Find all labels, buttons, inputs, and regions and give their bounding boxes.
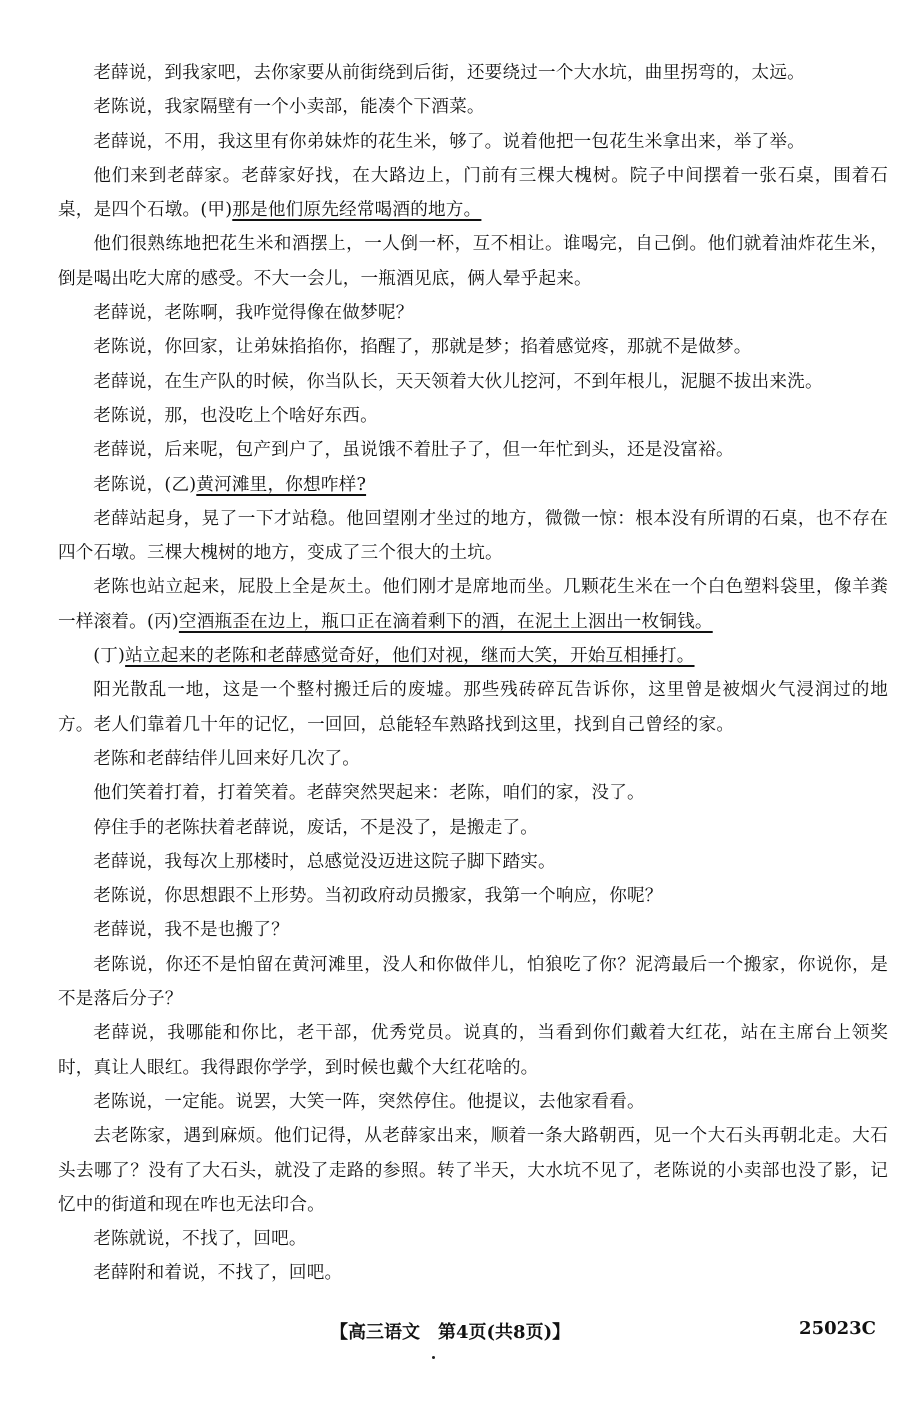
paragraph: 去老陈家，遇到麻烦。他们记得，从老薛家出来，顺着一条大路朝西，见一个大石头再朝北走。大石头去哪了？没有了大石头，就没了走路的参照。转了半天，大水坑不见了，老陈说的小卖部也没了影，记忆中的街道和现在咋也无法印合。 <box>58 1126 888 1215</box>
paragraph-text: 他们来到老薛家。老薛家好找，在大路边上，门前有三棵大槐树。院子中间摆着一张石桌，围着石桌，是四个石墩。 <box>58 165 888 221</box>
page-number: 【高三语文 第4页(共8页)】 <box>330 1322 571 1343</box>
page-footer <box>0 1318 900 1348</box>
paragraph: 他们笑着打着，打着笑着。老薛突然哭起来：老陈，咱们的家，没了。 <box>93 783 645 804</box>
paragraph: 老薛说，后来呢，包产到户了，虽说饿不着肚子了，但一年忙到头，还是没富裕。 <box>93 440 734 461</box>
paragraph: 老陈说，那，也没吃上个啥好东西。 <box>93 405 378 426</box>
mark-jia-label: (甲) <box>200 200 233 221</box>
paragraph: 老薛说，不用，我这里有你弟妹炸的花生米，够了。说着他把一包花生米拿出来，举了举。 <box>93 131 805 152</box>
paragraph: 老陈说，一定能。说罢，大笑一阵，突然停住。他提议，去他家看看。 <box>93 1091 645 1112</box>
paragraph: 老陈说，我家隔壁有一个小卖部，能凑个下酒菜。 <box>93 97 485 118</box>
paragraph: 老薛说，我不是也搬了？ <box>93 920 289 941</box>
paragraph-bing <box>58 570 888 639</box>
paragraph: 老薛说，我哪能和你比，老干部，优秀党员。说真的，当看到你们戴着大红花，站在主席台上领奖时，真让人眼红。我得跟你学学，到时候也戴个大红花啥的。 <box>58 1023 888 1078</box>
paragraph-text: 老陈也站立起来，屁股上全是灰土。他们刚才是席地而坐。几颗花生米在一个白色塑料袋里，像羊粪一样滚着。 <box>58 577 888 632</box>
paragraph: 老薛站起身，晃了一下才站稳。他回望刚才坐过的地方，微微一惊：根本没有所谓的石桌，也不存在四个石墩。三棵大槐树的地方，变成了三个很大的土坑。 <box>58 508 888 564</box>
paragraph: 他们很熟练地把花生米和酒摆上，一人倒一杯，互不相让。谁喝完，自己倒。他们就着油炸花生米，倒是喝出吃大席的感受。不大一会儿，一瓶酒见底，俩人晕乎起来。 <box>58 234 888 289</box>
paragraph: 老陈就说，不找了，回吧。 <box>93 1229 307 1250</box>
underlined-sentence-ding: 站立起来的老陈和老薛感觉奇好，他们对视，继而大笑，开始互相捶打。 <box>125 646 695 667</box>
paragraph: 老薛说，老陈啊，我咋觉得像在做梦呢？ <box>93 303 414 324</box>
paragraph: 老陈和老薛结伴儿回来好几次了。 <box>93 748 361 769</box>
paragraph: 老陈说，你还不是怕留在黄河滩里，没人和你做伴儿，怕狼吃了你？泥湾最后一个搬家，你说你，是不是落后分子？ <box>58 954 888 1010</box>
paragraph: 阳光散乱一地，这是一个整村搬迁后的废墟。那些残砖碎瓦告诉你，这里曾是被烟火气浸润过的地方。老人们靠着几十年的记忆，一回回，总能轻车熟路找到这里，找到自己曾经的家。 <box>58 680 888 735</box>
paragraph: 老薛说，我每次上那楼时，总感觉没迈进这院子脚下踏实。 <box>93 851 556 872</box>
paragraph-text: 老陈说， <box>93 474 165 495</box>
paragraph: 老薛说，在生产队的时候，你当队长，天天领着大伙儿挖河，不到年根儿，泥腿不拔出来洗。 <box>93 371 823 392</box>
mark-yi-label: (乙) <box>164 474 197 495</box>
paragraph: 停住手的老陈扶着老薛说，废话，不是没了，是搬走了。 <box>93 817 539 838</box>
print-speck <box>432 1356 435 1359</box>
paragraph: 老薛说，到我家吧，去你家要从前街绕到后街，还要绕过一个大水坑，曲里拐弯的，太远。 <box>93 63 805 83</box>
underlined-sentence-bing: 空酒瓶歪在边上，瓶口正在滴着剩下的酒，在泥土上洇出一枚铜钱。 <box>178 611 713 632</box>
paragraph-yi <box>58 468 888 502</box>
paragraph: 老薛附和着说，不找了，回吧。 <box>93 1263 343 1284</box>
story-text <box>58 56 888 1291</box>
mark-bing-label: (丙) <box>146 611 179 632</box>
underlined-sentence-yi: 黄河滩里，你想咋样? <box>196 474 367 495</box>
mark-ding-label: (丁) <box>93 646 126 667</box>
paragraph: 老陈说，你思想跟不上形势。当初政府动员搬家，我第一个响应，你呢？ <box>93 886 663 907</box>
paragraph-ding <box>58 639 888 673</box>
paragraph: 老陈说，你回家，让弟妹掐掐你，掐醒了，那就是梦；掐着感觉疼，那就不是做梦。 <box>93 337 752 358</box>
exam-code: 25023C <box>799 1318 876 1339</box>
paragraph-jia <box>58 159 888 228</box>
underlined-sentence-jia: 那是他们原先经常喝酒的地方。 <box>232 200 482 221</box>
